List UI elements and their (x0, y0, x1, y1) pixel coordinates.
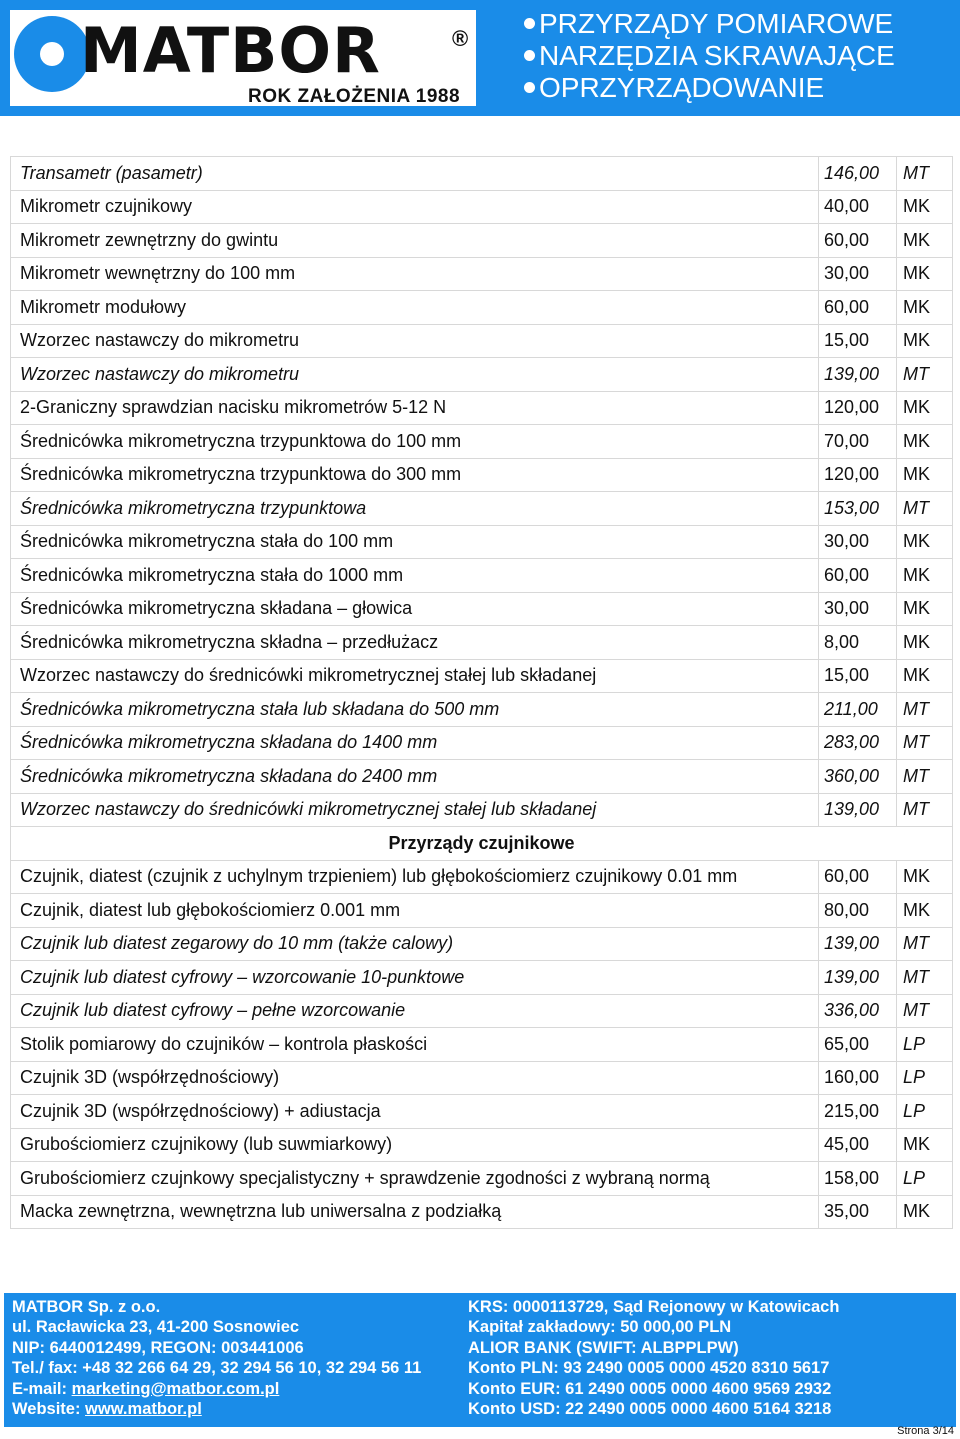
table-row (11, 894, 953, 928)
footer-nip-regon: NIP: 6440012499, REGON: 003441006 (12, 1338, 304, 1357)
table-row (11, 190, 953, 224)
table-row (11, 324, 953, 358)
table-row (11, 1028, 953, 1062)
item-unit: LP (897, 1162, 953, 1196)
logo-name: MATBOR (80, 14, 381, 87)
item-unit: MT (897, 994, 953, 1028)
item-name: Wzorzec nastawczy do średnicówki mikrometrycznej stałej lub składanej (11, 793, 819, 827)
item-unit: MK (897, 291, 953, 325)
bullet-icon (524, 50, 535, 61)
item-name: Mikrometr wewnętrzny do 100 mm (11, 257, 819, 291)
table-row (11, 1162, 953, 1196)
table-row (11, 760, 953, 794)
table-row (11, 1128, 953, 1162)
item-name: Czujnik lub diatest cyfrowy – wzorcowanie 10-punktowe (11, 961, 819, 995)
table-row (11, 525, 953, 559)
table-row (11, 994, 953, 1028)
item-price: 60,00 (819, 559, 897, 593)
item-unit: MK (897, 1195, 953, 1229)
item-price: 30,00 (819, 525, 897, 559)
item-price: 60,00 (819, 860, 897, 894)
table-row (11, 659, 953, 693)
footer-bank-info (468, 1297, 839, 1419)
item-unit: MK (897, 425, 953, 459)
item-name: Średnicówka mikrometryczna stała lub składana do 500 mm (11, 693, 819, 727)
item-price: 45,00 (819, 1128, 897, 1162)
company-footer (4, 1293, 956, 1427)
item-price: 336,00 (819, 994, 897, 1028)
item-name: Średnicówka mikrometryczna składana do 1400 mm (11, 726, 819, 760)
item-unit: MT (897, 927, 953, 961)
item-name: Transametr (pasametr) (11, 157, 819, 191)
footer-account-eur: Konto EUR: 61 2490 0005 0000 4600 9569 2932 (468, 1379, 832, 1398)
item-name: Czujnik lub diatest zegarowy do 10 mm (także calowy) (11, 927, 819, 961)
registered-mark: ® (452, 26, 469, 51)
page-number: Strona 3/14 (897, 1425, 954, 1437)
item-name: Macka zewnętrzna, wewnętrzna lub uniwersalna z podziałką (11, 1195, 819, 1229)
item-unit: MT (897, 760, 953, 794)
item-name: Czujnik lub diatest cyfrowy – pełne wzorcowanie (11, 994, 819, 1028)
table-row (11, 793, 953, 827)
footer-capital: Kapitał zakładowy: 50 000,00 PLN (468, 1318, 732, 1337)
item-price: 158,00 (819, 1162, 897, 1196)
item-price: 215,00 (819, 1095, 897, 1129)
table-row (11, 592, 953, 626)
tagline-item-label: OPRZYRZĄDOWANIE (539, 72, 825, 103)
footer-website-label: Website: (12, 1400, 86, 1419)
header-banner (0, 0, 960, 116)
item-name: Wzorzec nastawczy do mikrometru (11, 358, 819, 392)
item-unit: LP (897, 1061, 953, 1095)
item-price: 30,00 (819, 592, 897, 626)
item-price: 60,00 (819, 224, 897, 258)
item-name: Średnicówka mikrometryczna składna – przedłużacz (11, 626, 819, 660)
item-price: 40,00 (819, 190, 897, 224)
table-row (11, 927, 953, 961)
table-row (11, 559, 953, 593)
tagline-item (524, 72, 956, 104)
table-row (11, 257, 953, 291)
item-name: Grubościomierz czujnikowy (lub suwmiarkowy) (11, 1128, 819, 1162)
item-unit: MK (897, 592, 953, 626)
footer-email-label: E-mail: (12, 1379, 72, 1398)
item-name: Średnicówka mikrometryczna trzypunktowa do 300 mm (11, 458, 819, 492)
footer-website (12, 1399, 421, 1419)
item-unit: MK (897, 458, 953, 492)
item-unit: MK (897, 559, 953, 593)
item-name: Grubościomierz czujnkowy specjalistyczny + sprawdzenie zgodności z wybraną normą (11, 1162, 819, 1196)
item-name: Średnicówka mikrometryczna stała do 1000 mm (11, 559, 819, 593)
item-unit: MK (897, 659, 953, 693)
table-row (11, 693, 953, 727)
item-price: 139,00 (819, 793, 897, 827)
item-name: Średnicówka mikrometryczna składana – głowica (11, 592, 819, 626)
footer-company-name: MATBOR Sp. z o.o. (12, 1298, 161, 1316)
table-row (11, 391, 953, 425)
item-name: 2-Graniczny sprawdzian nacisku mikrometrów 5-12 N (11, 391, 819, 425)
item-name: Wzorzec nastawczy do średnicówki mikrometrycznej stałej lub składanej (11, 659, 819, 693)
item-unit: MK (897, 190, 953, 224)
table-row (11, 1195, 953, 1229)
item-price: 8,00 (819, 626, 897, 660)
item-unit: MT (897, 793, 953, 827)
table-row (11, 358, 953, 392)
item-price: 30,00 (819, 257, 897, 291)
item-name: Czujnik 3D (współrzędnościowy) (11, 1061, 819, 1095)
item-name: Stolik pomiarowy do czujników – kontrola płaskości (11, 1028, 819, 1062)
item-price: 70,00 (819, 425, 897, 459)
email-link[interactable]: marketing@matbor.com.pl (71, 1379, 280, 1398)
gear-icon (14, 16, 90, 92)
table-row (11, 425, 953, 459)
table-row (11, 492, 953, 526)
item-name: Średnicówka mikrometryczna trzypunktowa do 100 mm (11, 425, 819, 459)
item-price: 80,00 (819, 894, 897, 928)
footer-account-usd: Konto USD: 22 2490 0005 0000 4600 5164 3218 (468, 1400, 832, 1419)
item-price: 60,00 (819, 291, 897, 325)
item-unit: MK (897, 860, 953, 894)
item-unit: MT (897, 726, 953, 760)
price-table (10, 156, 953, 1229)
item-name: Czujnik 3D (współrzędnościowy) + adiustacja (11, 1095, 819, 1129)
footer-email (12, 1379, 421, 1399)
item-unit: MK (897, 324, 953, 358)
item-name: Mikrometr modułowy (11, 291, 819, 325)
footer-krs: KRS: 0000113729, Sąd Rejonowy w Katowicach (468, 1298, 840, 1316)
footer-bank: ALIOR BANK (SWIFT: ALBPPLPW) (468, 1338, 739, 1357)
item-unit: MK (897, 391, 953, 425)
item-unit: MT (897, 961, 953, 995)
footer-account-pln: Konto PLN: 93 2490 0005 0000 4520 8310 5617 (468, 1359, 830, 1378)
item-name: Średnicówka mikrometryczna trzypunktowa (11, 492, 819, 526)
table-row (11, 1061, 953, 1095)
table-row (11, 458, 953, 492)
item-price: 15,00 (819, 659, 897, 693)
item-unit: LP (897, 1028, 953, 1062)
item-name: Czujnik, diatest lub głębokościomierz 0.001 mm (11, 894, 819, 928)
tagline-item (524, 8, 956, 40)
tagline-item-label: NARZĘDZIA SKRAWAJĄCE (539, 40, 895, 71)
bullet-icon (524, 82, 535, 93)
item-unit: MT (897, 157, 953, 191)
table-row (11, 1095, 953, 1129)
tagline-item-label: PRZYRZĄDY POMIAROWE (539, 8, 894, 39)
item-unit: LP (897, 1095, 953, 1129)
item-price: 15,00 (819, 324, 897, 358)
item-unit: MK (897, 224, 953, 258)
footer-address: ul. Racławicka 23, 41-200 Sosnowiec (12, 1318, 300, 1337)
section-header-row (11, 827, 953, 861)
table-row (11, 626, 953, 660)
item-price: 139,00 (819, 358, 897, 392)
item-name: Czujnik, diatest (czujnik z uchylnym trzpieniem) lub głębokościomierz czujnikowy 0.01 mm (11, 860, 819, 894)
tagline-item (524, 40, 956, 72)
matbor-logo[interactable] (10, 10, 476, 106)
item-unit: MT (897, 693, 953, 727)
item-unit: MK (897, 525, 953, 559)
item-price: 360,00 (819, 760, 897, 794)
footer-contact (12, 1297, 421, 1419)
item-unit: MK (897, 1128, 953, 1162)
item-price: 153,00 (819, 492, 897, 526)
item-price: 35,00 (819, 1195, 897, 1229)
item-unit: MT (897, 492, 953, 526)
item-price: 160,00 (819, 1061, 897, 1095)
table-row (11, 291, 953, 325)
section-title: Przyrządy czujnikowe (11, 827, 953, 861)
item-unit: MK (897, 894, 953, 928)
table-row (11, 224, 953, 258)
item-price: 120,00 (819, 458, 897, 492)
table-row (11, 860, 953, 894)
table-row (11, 726, 953, 760)
table-row (11, 157, 953, 191)
item-price: 139,00 (819, 927, 897, 961)
table-row (11, 961, 953, 995)
item-price: 65,00 (819, 1028, 897, 1062)
item-price: 146,00 (819, 157, 897, 191)
item-name: Średnicówka mikrometryczna składana do 2400 mm (11, 760, 819, 794)
item-price: 283,00 (819, 726, 897, 760)
logo-year: ROK ZAŁOŻENIA 1988 (248, 86, 461, 107)
item-name: Wzorzec nastawczy do mikrometru (11, 324, 819, 358)
item-unit: MK (897, 257, 953, 291)
bullet-icon (524, 18, 535, 29)
item-unit: MT (897, 358, 953, 392)
item-unit: MK (897, 626, 953, 660)
item-name: Średnicówka mikrometryczna stała do 100 mm (11, 525, 819, 559)
item-price: 139,00 (819, 961, 897, 995)
tagline (524, 8, 956, 104)
item-name: Mikrometr czujnikowy (11, 190, 819, 224)
item-price: 120,00 (819, 391, 897, 425)
website-link[interactable]: www.matbor.pl (85, 1400, 202, 1419)
footer-phone: Tel./ fax: +48 32 266 64 29, 32 294 56 10, 32 294 56 11 (12, 1359, 422, 1378)
item-name: Mikrometr zewnętrzny do gwintu (11, 224, 819, 258)
item-price: 211,00 (819, 693, 897, 727)
